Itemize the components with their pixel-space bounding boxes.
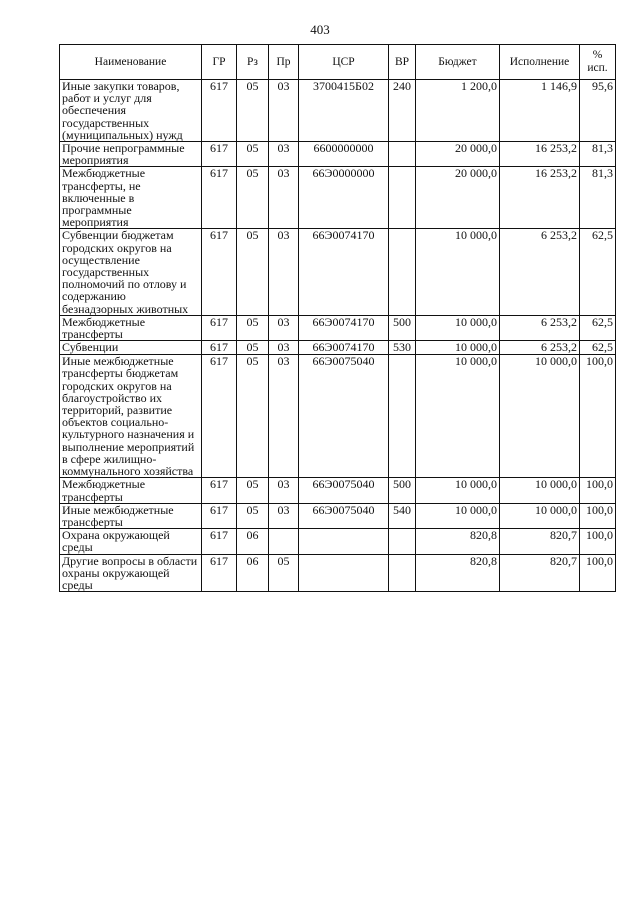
cell-name: Субвенции бюджетам городских округов на осуществление государственных полномочий по отлову и содержанию безнадзорных животных — [60, 229, 202, 315]
cell-gr: 617 — [202, 503, 237, 528]
cell-vr: 500 — [389, 315, 416, 340]
cell-csr — [299, 529, 389, 554]
cell-execution: 10 000,0 — [500, 478, 580, 503]
header-vr: ВР — [389, 45, 416, 80]
budget-table — [59, 44, 616, 592]
cell-budget: 820,8 — [416, 554, 500, 592]
cell-gr: 617 — [202, 355, 237, 478]
cell-csr: 3700415Б02 — [299, 80, 389, 142]
cell-vr — [389, 554, 416, 592]
table-row — [60, 503, 616, 528]
table-row — [60, 167, 616, 229]
cell-execution: 6 253,2 — [500, 315, 580, 340]
cell-percent: 100,0 — [580, 478, 616, 503]
header-gr: ГР — [202, 45, 237, 80]
cell-csr: 66Э0074170 — [299, 229, 389, 315]
cell-name: Субвенции — [60, 341, 202, 355]
cell-rz: 05 — [237, 355, 269, 478]
cell-pr: 03 — [269, 229, 299, 315]
cell-rz: 06 — [237, 529, 269, 554]
cell-vr — [389, 142, 416, 167]
cell-name: Иные межбюджетные трансферты — [60, 503, 202, 528]
table-row — [60, 229, 616, 315]
table-row — [60, 315, 616, 340]
cell-vr: 240 — [389, 80, 416, 142]
header-percent: % исп. — [580, 45, 616, 80]
cell-percent: 100,0 — [580, 554, 616, 592]
cell-pr: 03 — [269, 315, 299, 340]
cell-percent: 100,0 — [580, 503, 616, 528]
cell-rz: 05 — [237, 142, 269, 167]
cell-percent: 81,3 — [580, 142, 616, 167]
cell-execution: 820,7 — [500, 529, 580, 554]
header-pr: Пр — [269, 45, 299, 80]
cell-pr: 03 — [269, 80, 299, 142]
cell-csr: 66Э0000000 — [299, 167, 389, 229]
header-rz: Рз — [237, 45, 269, 80]
cell-name: Межбюджетные трансферты, не включенные в программные мероприятия — [60, 167, 202, 229]
header-budget: Бюджет — [416, 45, 500, 80]
cell-pr: 03 — [269, 503, 299, 528]
cell-name: Межбюджетные трансферты — [60, 478, 202, 503]
cell-rz: 05 — [237, 478, 269, 503]
cell-vr — [389, 355, 416, 478]
cell-gr: 617 — [202, 315, 237, 340]
cell-budget: 10 000,0 — [416, 503, 500, 528]
cell-percent: 95,6 — [580, 80, 616, 142]
cell-csr — [299, 554, 389, 592]
cell-csr: 66Э0075040 — [299, 503, 389, 528]
cell-budget: 10 000,0 — [416, 315, 500, 340]
table-header-row — [60, 45, 616, 80]
cell-percent: 62,5 — [580, 229, 616, 315]
cell-execution: 16 253,2 — [500, 142, 580, 167]
table-row — [60, 355, 616, 478]
cell-budget: 10 000,0 — [416, 229, 500, 315]
cell-name: Охрана окружающей среды — [60, 529, 202, 554]
cell-vr: 530 — [389, 341, 416, 355]
cell-name: Прочие непрограммные мероприятия — [60, 142, 202, 167]
cell-rz: 06 — [237, 554, 269, 592]
table-row — [60, 341, 616, 355]
cell-vr — [389, 167, 416, 229]
cell-csr: 6600000000 — [299, 142, 389, 167]
cell-gr: 617 — [202, 167, 237, 229]
cell-execution: 6 253,2 — [500, 341, 580, 355]
cell-gr: 617 — [202, 341, 237, 355]
cell-vr: 540 — [389, 503, 416, 528]
header-execution: Исполнение — [500, 45, 580, 80]
cell-vr — [389, 529, 416, 554]
cell-rz: 05 — [237, 315, 269, 340]
cell-rz: 05 — [237, 80, 269, 142]
table-row — [60, 529, 616, 554]
cell-rz: 05 — [237, 341, 269, 355]
cell-gr: 617 — [202, 142, 237, 167]
cell-execution: 10 000,0 — [500, 503, 580, 528]
cell-gr: 617 — [202, 229, 237, 315]
cell-execution: 6 253,2 — [500, 229, 580, 315]
cell-rz: 05 — [237, 503, 269, 528]
cell-vr: 500 — [389, 478, 416, 503]
cell-pr — [269, 529, 299, 554]
cell-budget: 10 000,0 — [416, 355, 500, 478]
cell-percent: 81,3 — [580, 167, 616, 229]
cell-pr: 03 — [269, 167, 299, 229]
header-name: Наименование — [60, 45, 202, 80]
cell-name: Межбюджетные трансферты — [60, 315, 202, 340]
cell-percent: 62,5 — [580, 315, 616, 340]
cell-budget: 20 000,0 — [416, 142, 500, 167]
cell-rz: 05 — [237, 167, 269, 229]
header-csr: ЦСР — [299, 45, 389, 80]
cell-percent: 100,0 — [580, 355, 616, 478]
cell-name: Иные закупки товаров, работ и услуг для обеспечения государственных (муниципальных) нужд — [60, 80, 202, 142]
table-row — [60, 142, 616, 167]
cell-budget: 10 000,0 — [416, 341, 500, 355]
cell-gr: 617 — [202, 554, 237, 592]
cell-pr: 03 — [269, 355, 299, 478]
cell-name: Другие вопросы в области охраны окружающей среды — [60, 554, 202, 592]
cell-csr: 66Э0074170 — [299, 315, 389, 340]
cell-execution: 10 000,0 — [500, 355, 580, 478]
table-row — [60, 80, 616, 142]
cell-name: Иные межбюджетные трансферты бюджетам городских округов на благоустройство их территорий, развитие объектов социально-культурного назначения и выполнение мероприятий в сфере жилищно-коммунального хозяйства — [60, 355, 202, 478]
cell-pr: 03 — [269, 142, 299, 167]
cell-csr: 66Э0075040 — [299, 355, 389, 478]
cell-budget: 10 000,0 — [416, 478, 500, 503]
page-number: 403 — [310, 22, 330, 37]
cell-budget: 820,8 — [416, 529, 500, 554]
cell-budget: 20 000,0 — [416, 167, 500, 229]
cell-gr: 617 — [202, 478, 237, 503]
cell-csr: 66Э0075040 — [299, 478, 389, 503]
cell-execution: 820,7 — [500, 554, 580, 592]
cell-rz: 05 — [237, 229, 269, 315]
table-row — [60, 478, 616, 503]
cell-percent: 100,0 — [580, 529, 616, 554]
cell-csr: 66Э0074170 — [299, 341, 389, 355]
cell-pr: 03 — [269, 341, 299, 355]
cell-pr: 03 — [269, 478, 299, 503]
cell-gr: 617 — [202, 80, 237, 142]
cell-pr: 05 — [269, 554, 299, 592]
cell-execution: 16 253,2 — [500, 167, 580, 229]
cell-execution: 1 146,9 — [500, 80, 580, 142]
cell-budget: 1 200,0 — [416, 80, 500, 142]
cell-percent: 62,5 — [580, 341, 616, 355]
table-row — [60, 554, 616, 592]
cell-gr: 617 — [202, 529, 237, 554]
cell-vr — [389, 229, 416, 315]
